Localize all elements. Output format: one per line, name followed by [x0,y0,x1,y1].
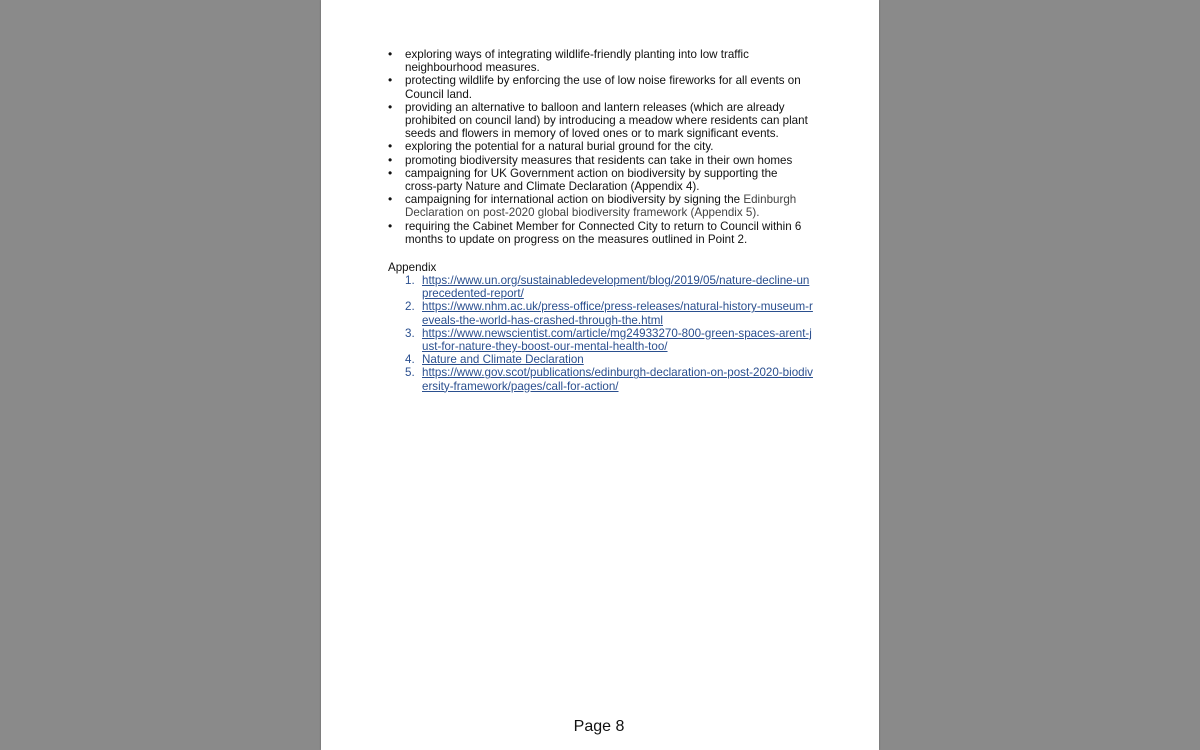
reference-number: 4. [405,353,415,367]
bullet-item [388,74,808,100]
reference-list [405,274,815,393]
reference-link[interactable]: https://www.un.org/sustainabledevelopment/blog/2019/05/nature-decline-unprecedented-report/ [422,274,810,301]
bullet-item [388,167,808,193]
reference-link[interactable]: https://www.nhm.ac.uk/press-office/press-releases/natural-history-museum-reveals-the-world-has-crashed-through-the.html [422,300,813,327]
reference-item [405,327,815,353]
bullet-text: promoting biodiversity measures that residents can take in their own homes [405,153,793,167]
bullet-item [388,101,808,141]
reference-number: 3. [405,326,415,340]
reference-number: 5. [405,366,415,380]
bullet-item [388,220,808,246]
bullet-text: exploring ways of integrating wildlife-friendly planting into low traffic neighbourhood measures. [405,48,749,75]
bullet-muted-text: Edinburgh Declaration on post-2020 global biodiversity framework (Appendix 5). [405,193,797,220]
bullet-item [388,193,808,219]
reference-item [405,300,815,326]
bullet-item [388,154,808,167]
bullet-text: requiring the Cabinet Member for Connected City to return to Council within 6 months to update on progress on the measures outlined in Point 2. [405,219,802,246]
appendix-heading: Appendix [388,261,437,274]
bullet-text: providing an alternative to balloon and lantern releases (which are already prohibited on council land) by introducing a meadow where residents can plant seeds and flowers in memory of loved ones or to mark significant events. [405,100,808,141]
page-number: Page 8 [573,718,625,735]
reference-link[interactable]: Nature and Climate Declaration [422,353,584,367]
reference-number: 1. [405,274,415,287]
reference-link[interactable]: https://www.newscientist.com/article/mg24933270-800-green-spaces-arent-just-for-nature-they-boost-our-mental-health-too/ [422,326,812,354]
reference-item [405,353,815,366]
bullet-item [388,48,808,74]
bullet-text: campaigning for UK Government action on biodiversity by supporting the cross-party Nature and Climate Declaration (Appendix 4). [405,166,778,194]
reference-link[interactable]: https://www.gov.scot/publications/edinburgh-declaration-on-post-2020-biodiversity-framework/pages/call-for-action/ [422,366,813,393]
reference-item [405,366,815,392]
bullet-text: exploring the potential for a natural burial ground for the city. [405,140,714,154]
bullet-text: campaigning for international action on biodiversity by signing the [405,193,741,207]
bullet-list [388,48,808,246]
bullet-item [388,140,808,153]
reference-number: 2. [405,300,415,314]
bullet-text: protecting wildlife by enforcing the use of low noise fireworks for all events on Council land. [405,74,801,101]
reference-item [405,274,815,300]
document-page [321,0,879,750]
